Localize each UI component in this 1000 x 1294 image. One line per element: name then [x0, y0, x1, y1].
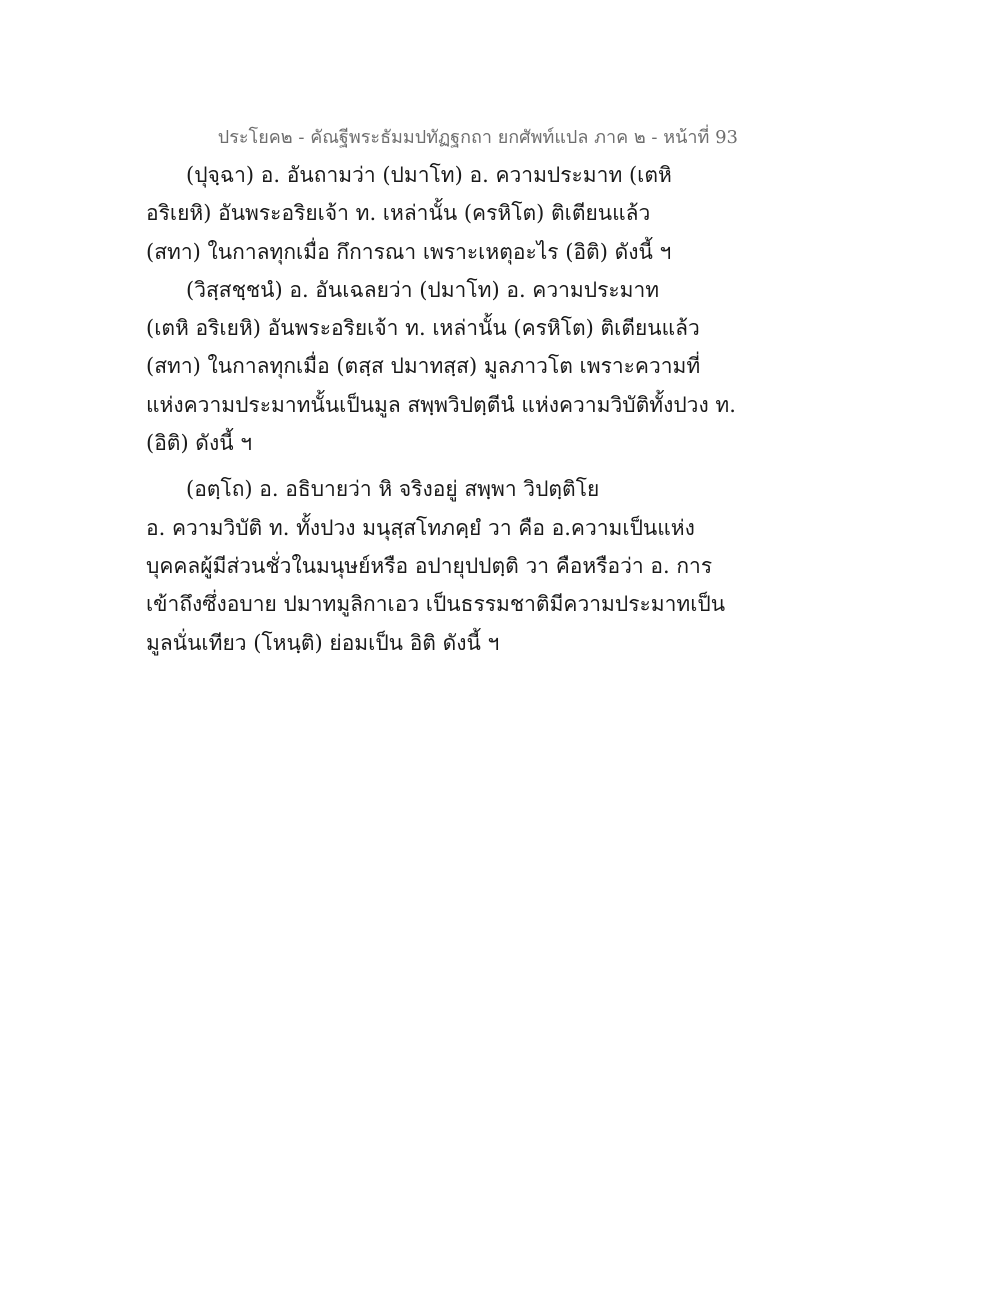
text-line: อริเยหิ) อันพระอริยเจ้า ท. เหล่านั้น (ครหิโต) ติเตียนแล้ว — [146, 201, 651, 226]
text-line: แห่งความประมาทนั้นเป็นมูล สพฺพวิปตฺตีนํ แห่งความวิบัติทั้งปวง ท. — [146, 392, 736, 417]
text-line: (สทา) ในกาลทุกเมื่อ (ตสฺส ปมาทสฺส) มูลภาวโต เพราะความที่ — [146, 354, 701, 379]
text-line: (สทา) ในกาลทุกเมื่อ กึการณา เพราะเหตุอะไร (อิติ) ดังนี้ ฯ — [146, 239, 672, 264]
text-line: (เตหิ อริเยหิ) อันพระอริยเจ้า ท. เหล่านั้น (ครหิโต) ติเตียนแล้ว — [146, 316, 700, 341]
text-line: (อตฺโถ) อ. อธิบายว่า หิ จริงอยู่ สพฺพา วิปตฺติโย — [186, 477, 600, 502]
text-line: มูลนั่นเทียว (โหนฺติ) ย่อมเป็น อิติ ดังนี้ ฯ — [146, 630, 500, 655]
text-line: (อิติ) ดังนี้ ฯ — [146, 431, 253, 456]
running-head: ประโยค๒ - คัณฐีพระธัมมปทัฏฐกถา ยกศัพท์แปล ภาค ๒ - หน้าที่ 93 — [217, 127, 738, 148]
text-line: (วิสฺสชฺชนํ) อ. อันเฉลยว่า (ปมาโท) อ. ความประมาท — [186, 277, 660, 302]
text-line: อ. ความวิบัติ ท. ทั้งปวง มนุสฺสโทภคฺยํ วา คือ อ.ความเป็นแห่ง — [146, 515, 695, 540]
text-line: บุคคลผู้มีส่วนชั่วในมนุษย์หรือ อปายุปปตฺติ วา คือหรือว่า อ. การ — [146, 553, 713, 578]
body-text — [146, 156, 746, 662]
text-line: เข้าถึงซึ่งอบาย ปมาทมูลิกาเอว เป็นธรรมชาติมีความประมาทเป็น — [146, 592, 726, 617]
text-line: (ปุจฺฉา) อ. อันถามว่า (ปมาโท) อ. ความประมาท (เตหิ — [186, 163, 672, 187]
